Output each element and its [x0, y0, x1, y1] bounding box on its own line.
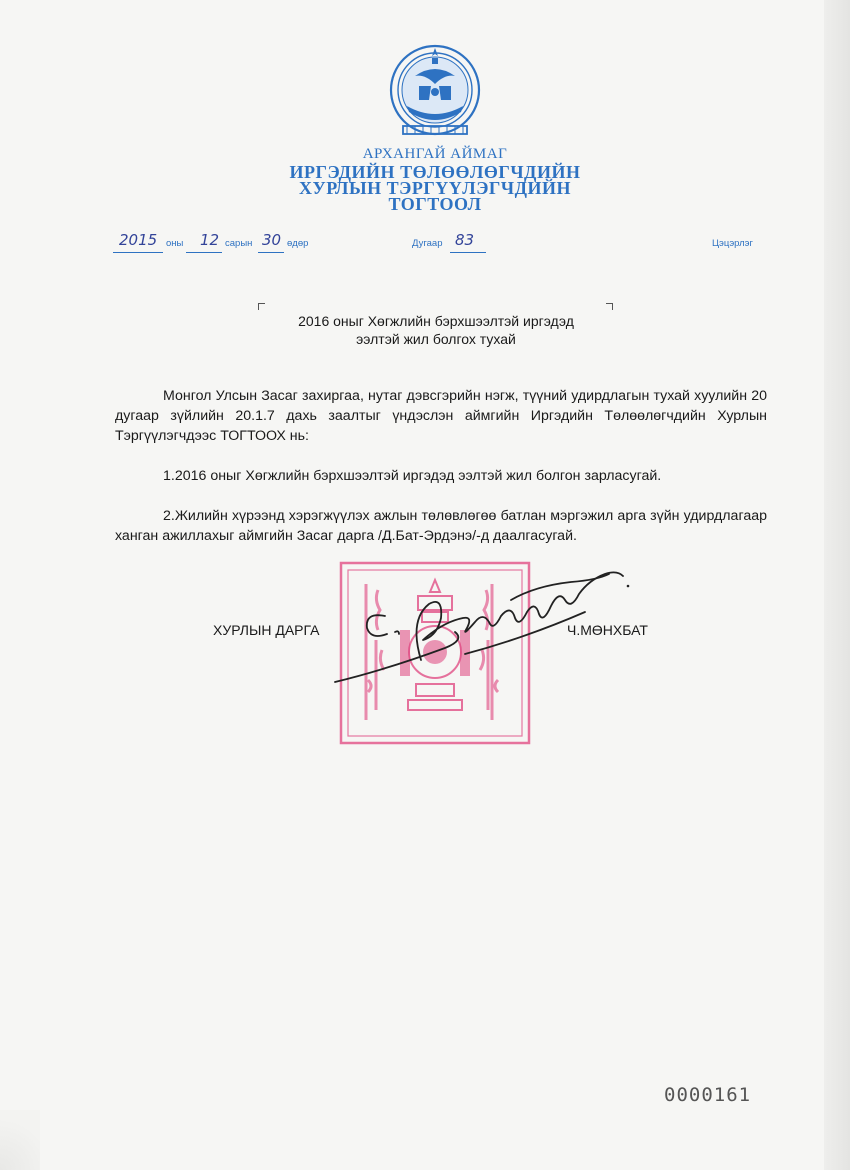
header-doc-type: ТОГТООЛ [388, 194, 482, 214]
date-month-value: 12 [200, 231, 220, 249]
body-paragraph-item-1: 1.2016 оныг Хөгжлийн бэрхшээлтэй иргэдэд ээлтэй жил болгон зарласугай. [163, 468, 662, 484]
doc-place: Цэцэрлэг [712, 238, 753, 249]
header-council: ИРГЭДИЙН ТӨЛӨӨЛӨГЧДИЙН [289, 162, 581, 182]
date-day-value: 30 [262, 231, 282, 249]
header-presidium: ХУРЛЫН ТЭРГҮҮЛЭГЧДИЙН [299, 178, 571, 198]
doc-number-underline [450, 252, 486, 253]
subject-line-2: ээлтэй жил болгох тухай [356, 331, 516, 347]
subject-bracket-right [606, 303, 613, 310]
doc-number-label: Дугаар [412, 238, 443, 249]
date-month-underline [186, 252, 222, 253]
signatory-name: Ч.МӨНХБАТ [567, 622, 648, 638]
signatory-title: ХУРЛЫН ДАРГА [213, 622, 320, 638]
body-paragraph-item-2: 2.Жилийн хүрээнд хэрэгжүүлэх ажлын төлөвлөгөө батлан мэргэжил арга зүйн удирдлагаар ханган ажиллахыг аймгийн Засаг дарга /Д.Бат-Эрдэнэ/-д даалгасугай. [115, 508, 767, 544]
date-year-underline [113, 252, 163, 253]
state-emblem-icon [389, 40, 481, 140]
scan-edge-shadow [824, 0, 850, 1170]
subject-bracket-left [258, 303, 265, 310]
date-month-label: сарын [225, 238, 253, 249]
doc-number-value: 83 [455, 231, 475, 249]
body-paragraph-preamble: Монгол Улсын Засаг захиргаа, нутаг дэвсгэрийн нэгж, түүний удирдлагын тухай хуулийн 20 дугаар зүйлийн 20.1.7 дахь заалтыг үндэслэн аймгийн Иргэдийн Төлөөлөгчдийн Хурлын Тэргүүлэгчдээс ТОГТООХ нь: [115, 388, 767, 444]
date-year-label: оны [166, 238, 184, 249]
document-serial-number: 0000161 [664, 1084, 752, 1106]
scan-corner-shadow [0, 1110, 40, 1170]
date-day-label: өдөр [287, 238, 309, 249]
date-year-value: 2015 [119, 231, 158, 249]
date-day-underline [258, 252, 284, 253]
subject-line-1: 2016 оныг Хөгжлийн бэрхшээлтэй иргэдэд [298, 313, 574, 329]
header-province: АРХАНГАЙ АЙМАГ [362, 146, 508, 162]
